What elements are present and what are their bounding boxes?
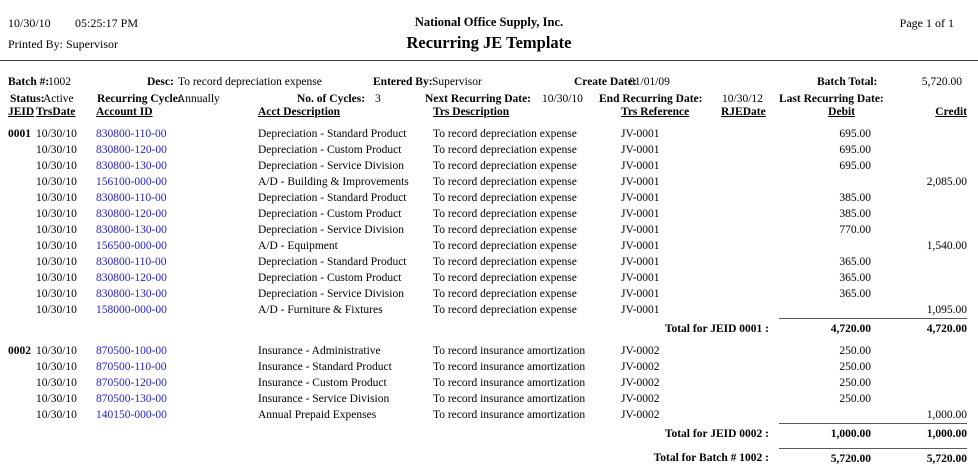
jeid-cell <box>0 375 36 391</box>
credit-cell <box>871 126 967 142</box>
rje-date-cell <box>721 206 779 222</box>
desc-label: Desc: <box>147 76 174 88</box>
acct-description-cell: Insurance - Administrative <box>258 345 381 357</box>
jeid-cell <box>0 142 36 158</box>
jeid-cell <box>0 359 36 375</box>
page-number: Page 1 of 1 <box>899 16 954 30</box>
trs-date-cell: 10/30/10 <box>36 224 77 236</box>
group-total-debit: 4,720.00 <box>779 319 871 338</box>
column-header-rje-date: RJEDate <box>721 106 766 118</box>
account-id-link[interactable]: 140150-000-00 <box>96 409 167 421</box>
jeid-cell <box>0 407 36 424</box>
credit-cell <box>871 222 967 238</box>
trs-description-cell: To record insurance amortization <box>433 393 586 405</box>
account-id-link[interactable]: 870500-110-00 <box>96 361 167 373</box>
credit-cell <box>871 270 967 286</box>
account-id-link[interactable]: 870500-120-00 <box>96 377 167 389</box>
create-date-value: 01/01/09 <box>629 76 670 88</box>
account-id-link[interactable]: 830800-110-00 <box>96 128 167 140</box>
table-row <box>0 407 967 424</box>
account-id-link[interactable]: 830800-120-00 <box>96 272 167 284</box>
jeid-cell <box>0 286 36 302</box>
table-row <box>0 174 967 190</box>
create-date-label: Create Date: <box>574 76 637 88</box>
account-id-link[interactable]: 830800-130-00 <box>96 160 167 172</box>
table-row <box>0 206 967 222</box>
credit-cell: 1,095.00 <box>926 304 967 316</box>
acct-description-cell: Insurance - Standard Product <box>258 361 392 373</box>
trs-reference-cell: JV-0002 <box>621 345 660 357</box>
jeid-cell <box>0 254 36 270</box>
credit-cell <box>871 286 967 302</box>
status-value: Active <box>43 93 74 105</box>
trs-reference-cell: JV-0001 <box>621 160 660 172</box>
table-row <box>0 190 967 206</box>
table-row <box>0 391 967 407</box>
jeid-cell <box>0 206 36 222</box>
credit-cell <box>871 190 967 206</box>
no-of-cycles-label: No. of Cycles: <box>297 93 366 105</box>
debit-cell: 695.00 <box>839 144 871 156</box>
debit-cell <box>779 407 871 424</box>
trs-reference-cell: JV-0001 <box>621 256 660 268</box>
trs-reference-cell: JV-0001 <box>621 304 660 316</box>
acct-description-cell: Depreciation - Standard Product <box>258 192 407 204</box>
trs-reference-cell: JV-0001 <box>621 224 660 236</box>
debit-cell: 385.00 <box>839 208 871 220</box>
trs-reference-cell: JV-0001 <box>621 128 660 140</box>
account-id-link[interactable]: 830800-120-00 <box>96 208 167 220</box>
jeid-cell <box>0 174 36 190</box>
account-id-link[interactable]: 830800-110-00 <box>96 192 167 204</box>
trs-reference-cell: JV-0001 <box>621 176 660 188</box>
jeid-cell: 0002 <box>8 345 31 357</box>
no-of-cycles-value: 3 <box>375 93 381 105</box>
acct-description-cell: Insurance - Custom Product <box>258 377 387 389</box>
group-total-credit: 4,720.00 <box>871 319 967 338</box>
debit-cell: 250.00 <box>839 345 871 357</box>
rje-date-cell <box>721 222 779 238</box>
table-row <box>0 254 967 270</box>
table-row <box>0 302 967 319</box>
debit-cell <box>779 238 871 254</box>
rje-date-cell <box>721 126 779 142</box>
debit-cell: 365.00 <box>839 288 871 300</box>
group-total-label: Total for JEID 0001 : <box>664 322 769 335</box>
table-row <box>0 126 967 142</box>
column-header-acct-description: Acct Description <box>258 106 341 118</box>
recurring-cycle-value: Annually <box>177 93 220 105</box>
print-date: 10/30/10 <box>8 16 51 30</box>
trs-date-cell: 10/30/10 <box>36 345 77 357</box>
trs-date-cell: 10/30/10 <box>36 256 77 268</box>
debit-cell: 250.00 <box>839 377 871 389</box>
account-id-link[interactable]: 870500-130-00 <box>96 393 167 405</box>
grand-total-debit: 5,720.00 <box>779 448 871 467</box>
trs-date-cell: 10/30/10 <box>36 393 77 405</box>
jeid-cell <box>0 270 36 286</box>
acct-description-cell: A/D - Furniture & Fixtures <box>258 304 383 316</box>
group-total-label: Total for JEID 0002 : <box>664 427 769 440</box>
je-table-body <box>0 126 967 467</box>
trs-description-cell: To record depreciation expense <box>433 272 577 284</box>
printed-by: Printed By: Supervisor <box>8 37 118 51</box>
trs-reference-cell: JV-0002 <box>621 409 660 421</box>
next-recurring-date-value: 10/30/10 <box>542 93 583 105</box>
credit-cell: 1,540.00 <box>926 240 967 252</box>
total-row <box>0 319 967 338</box>
account-id-link[interactable]: 156500-000-00 <box>96 240 167 252</box>
trs-date-cell: 10/30/10 <box>36 409 77 421</box>
column-header-credit: Credit <box>935 106 967 118</box>
credit-cell <box>871 359 967 375</box>
batch-number-value: 1002 <box>48 76 71 88</box>
column-header-debit: Debit <box>828 106 855 118</box>
trs-description-cell: To record insurance amortization <box>433 409 586 421</box>
rje-date-cell <box>721 302 779 319</box>
trs-date-cell: 10/30/10 <box>36 208 77 220</box>
batch-total-label: Batch Total: <box>817 76 878 88</box>
entered-by-value: Supervisor <box>432 76 482 88</box>
debit-cell <box>779 302 871 319</box>
trs-date-cell: 10/30/10 <box>36 272 77 284</box>
last-recurring-date-label: Last Recurring Date: <box>779 93 884 105</box>
debit-cell: 695.00 <box>839 160 871 172</box>
rje-date-cell <box>721 286 779 302</box>
account-id-link[interactable]: 870500-100-00 <box>96 345 167 357</box>
trs-description-cell: To record depreciation expense <box>433 128 577 140</box>
desc-value: To record depreciation expense <box>178 76 322 88</box>
rje-date-cell <box>721 174 779 190</box>
company-name: National Office Supply, Inc. <box>414 15 564 29</box>
rje-date-cell <box>721 359 779 375</box>
trs-description-cell: To record depreciation expense <box>433 208 577 220</box>
acct-description-cell: Insurance - Service Division <box>258 393 390 405</box>
table-row <box>0 222 967 238</box>
debit-cell: 695.00 <box>839 128 871 140</box>
recurring-cycle-label: Recurring Cycle: <box>97 93 182 105</box>
trs-description-cell: To record depreciation expense <box>433 240 577 252</box>
trs-date-cell: 10/30/10 <box>36 304 77 316</box>
trs-reference-cell: JV-0001 <box>621 144 660 156</box>
table-row <box>0 359 967 375</box>
acct-description-cell: Depreciation - Service Division <box>258 224 404 236</box>
total-row <box>0 424 967 443</box>
jeid-cell <box>0 302 36 319</box>
rje-date-cell <box>721 407 779 424</box>
credit-cell: 1,000.00 <box>926 409 967 421</box>
account-id-link[interactable]: 830800-130-00 <box>96 288 167 300</box>
debit-cell: 250.00 <box>839 361 871 373</box>
acct-description-cell: Depreciation - Standard Product <box>258 256 407 268</box>
acct-description-cell: Depreciation - Service Division <box>258 288 404 300</box>
trs-description-cell: To record depreciation expense <box>433 176 577 188</box>
jeid-cell <box>0 190 36 206</box>
trs-reference-cell: JV-0001 <box>621 192 660 204</box>
column-header-trs-reference: Trs Reference <box>621 106 690 118</box>
acct-description-cell: Depreciation - Custom Product <box>258 144 402 156</box>
jeid-cell <box>0 238 36 254</box>
trs-description-cell: To record depreciation expense <box>433 160 577 172</box>
status-label: Status: <box>10 93 45 105</box>
trs-description-cell: To record insurance amortization <box>433 345 586 357</box>
rje-date-cell <box>721 343 779 359</box>
group-total-credit: 1,000.00 <box>871 424 967 443</box>
jeid-cell <box>0 158 36 174</box>
rje-date-cell <box>721 238 779 254</box>
trs-description-cell: To record depreciation expense <box>433 144 577 156</box>
trs-date-cell: 10/30/10 <box>36 288 77 300</box>
trs-description-cell: To record depreciation expense <box>433 304 577 316</box>
trs-date-cell: 10/30/10 <box>36 160 77 172</box>
jeid-cell <box>0 222 36 238</box>
rje-date-cell <box>721 190 779 206</box>
account-id-link[interactable]: 830800-120-00 <box>96 144 167 156</box>
acct-description-cell: Annual Prepaid Expenses <box>258 409 377 421</box>
account-id-link[interactable]: 158000-000-00 <box>96 304 167 316</box>
rje-date-cell <box>721 158 779 174</box>
jeid-cell: 0001 <box>8 128 31 140</box>
trs-description-cell: To record depreciation expense <box>433 192 577 204</box>
column-header-account-id: Account ID <box>96 106 153 118</box>
trs-description-cell: To record depreciation expense <box>433 256 577 268</box>
column-header-jeid: JEID <box>8 106 35 118</box>
acct-description-cell: Depreciation - Custom Product <box>258 272 402 284</box>
next-recurring-date-label: Next Recurring Date: <box>425 93 532 105</box>
trs-date-cell: 10/30/10 <box>36 128 77 140</box>
rje-date-cell <box>721 270 779 286</box>
credit-cell <box>871 206 967 222</box>
end-recurring-date-label: End Recurring Date: <box>599 93 703 105</box>
batch-info <box>0 62 978 108</box>
acct-description-cell: Depreciation - Standard Product <box>258 128 407 140</box>
account-id-link[interactable]: 156100-000-00 <box>96 176 167 188</box>
trs-reference-cell: JV-0001 <box>621 288 660 300</box>
trs-description-cell: To record depreciation expense <box>433 288 577 300</box>
table-row <box>0 375 967 391</box>
trs-reference-cell: JV-0001 <box>621 208 660 220</box>
credit-cell <box>871 375 967 391</box>
trs-date-cell: 10/30/10 <box>36 176 77 188</box>
debit-cell: 365.00 <box>839 256 871 268</box>
table-row <box>0 238 967 254</box>
trs-date-cell: 10/30/10 <box>36 240 77 252</box>
debit-cell: 385.00 <box>839 192 871 204</box>
trs-reference-cell: JV-0002 <box>621 393 660 405</box>
trs-description-cell: To record insurance amortization <box>433 361 586 373</box>
trs-reference-cell: JV-0002 <box>621 377 660 389</box>
rje-date-cell <box>721 391 779 407</box>
debit-cell: 770.00 <box>839 224 871 236</box>
journal-entry-table <box>0 106 967 467</box>
grand-total-label: Total for Batch # 1002 : <box>653 452 769 464</box>
trs-reference-cell: JV-0001 <box>621 272 660 284</box>
trs-reference-cell: JV-0001 <box>621 240 660 252</box>
column-header-trs-date: TrsDate <box>36 106 76 118</box>
credit-cell: 2,085.00 <box>926 176 967 188</box>
grand-total-row <box>0 448 967 467</box>
trs-description-cell: To record depreciation expense <box>433 224 577 236</box>
acct-description-cell: Depreciation - Service Division <box>258 160 404 172</box>
trs-date-cell: 10/30/10 <box>36 377 77 389</box>
entered-by-label: Entered By: <box>373 76 433 88</box>
credit-cell <box>871 158 967 174</box>
table-row <box>0 343 967 359</box>
batch-total-value: 5,720.00 <box>921 76 962 88</box>
acct-description-cell: Depreciation - Custom Product <box>258 208 402 220</box>
credit-cell <box>871 254 967 270</box>
batch-number-label: Batch #: <box>8 76 50 88</box>
jeid-cell <box>0 391 36 407</box>
table-row <box>0 158 967 174</box>
trs-date-cell: 10/30/10 <box>36 144 77 156</box>
rje-date-cell <box>721 375 779 391</box>
table-row <box>0 142 967 158</box>
credit-cell <box>871 391 967 407</box>
credit-cell <box>871 142 967 158</box>
end-recurring-date-value: 10/30/12 <box>722 93 763 105</box>
debit-cell <box>779 174 871 190</box>
rje-date-cell <box>721 142 779 158</box>
group-total-debit: 1,000.00 <box>779 424 871 443</box>
trs-description-cell: To record insurance amortization <box>433 377 586 389</box>
trs-date-cell: 10/30/10 <box>36 361 77 373</box>
acct-description-cell: A/D - Equipment <box>258 240 338 252</box>
account-id-link[interactable]: 830800-110-00 <box>96 256 167 268</box>
table-row <box>0 286 967 302</box>
report-title: Recurring JE Template <box>406 33 572 52</box>
debit-cell: 250.00 <box>839 393 871 405</box>
account-id-link[interactable]: 830800-130-00 <box>96 224 167 236</box>
rje-date-cell <box>721 254 779 270</box>
trs-reference-cell: JV-0002 <box>621 361 660 373</box>
table-row <box>0 270 967 286</box>
header-rule <box>0 60 978 61</box>
trs-date-cell: 10/30/10 <box>36 192 77 204</box>
column-header-row <box>0 106 967 126</box>
credit-cell <box>871 343 967 359</box>
print-time: 05:25:17 PM <box>75 16 139 30</box>
acct-description-cell: A/D - Building & Improvements <box>258 176 409 188</box>
column-header-trs-description: Trs Description <box>433 106 510 118</box>
debit-cell: 365.00 <box>839 272 871 284</box>
grand-total-credit: 5,720.00 <box>871 448 967 467</box>
